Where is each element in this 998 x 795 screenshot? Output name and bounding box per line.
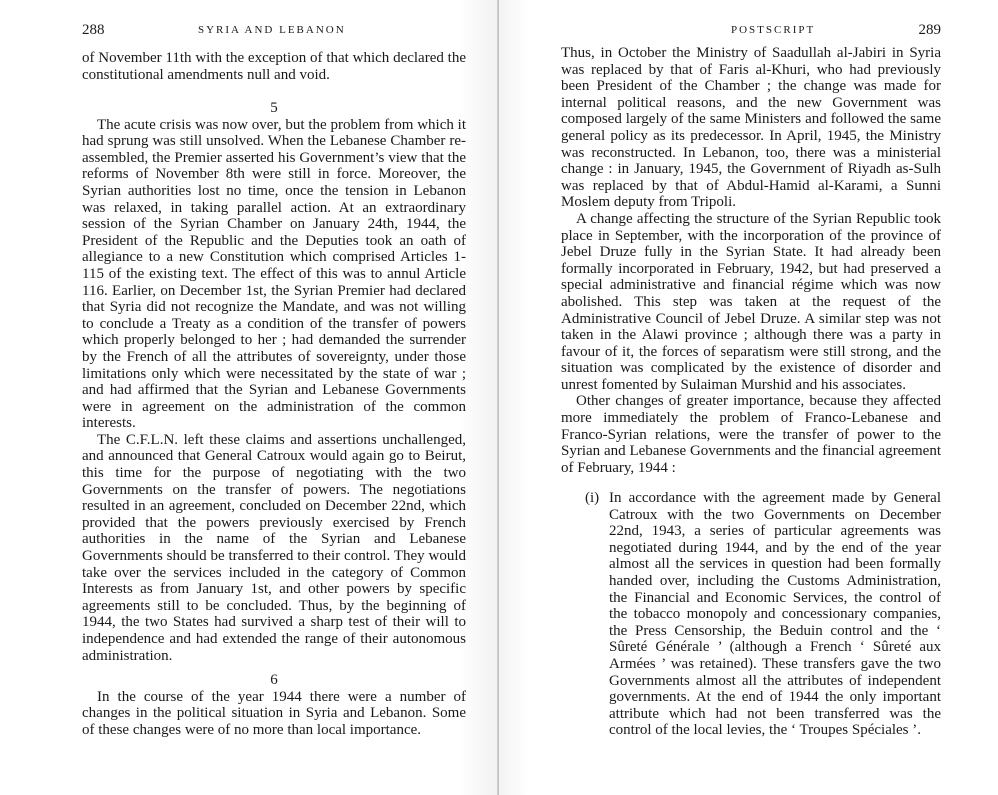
left-text-top <box>82 50 466 83</box>
right-running-head <box>561 22 941 40</box>
paragraph: In the course of the year 1944 there were a number of changes in the political situation in Syria and Lebanon. Some of these changes were of no more than local importance. <box>82 688 466 738</box>
left-running-head <box>82 22 466 40</box>
right-text <box>561 45 941 476</box>
paragraph: The C.F.L.N. left these claims and assertions unchallenged, and announced that General Catroux would again go to Beirut, this time for the purpose of negotiating with the two Governments on the transfer of powers. The negotiations resulted in an agreement, concluded on December 22nd, which provided that the powers previously exercised by French authorities in the name of the Syrian and Lebanese Governments should be transferred to their control. They would take over the services included in the category of Common Interests as from January 1st, and other powers by specific agreements still to be concluded. Thus, by the beginning of 1944, the two States had survived a sharp test of their will to independence and had extended the range of their autonomous administration. <box>82 431 466 664</box>
paragraph: The acute crisis was now over, but the problem from which it had sprung was still unsolved. When the Lebanese Chamber re-assembled, the Premier asserted his Government’s view that the reforms of November 8th were still in force. Moreover, the Syrian authorities lost no time, once the tension in Lebanon was relaxed, in taking parallel action. At an extraordinary session of the Syrian Chamber on January 24th, 1944, the President of the Republic and the Deputies took an oath of allegiance to a new Constitution which comprised Articles 1-115 of the existing text. The effect of this was to annul Article 116. Earlier, on December 1st, the Syrian Premier had declared that Syria did not recognize the Mandate, and was not willing to conclude a Treaty as a condition of the transfer of powers which properly belonged to her ; had demanded the surrender by the French of all the attributes of sovereignty, under those limitations only which were necessitated by the state of war ; and had affirmed that the Syrian and Lebanese Governments were in agreement on the administration of the common interests. <box>82 116 466 432</box>
page-number: 288 <box>82 22 105 38</box>
section-5 <box>82 100 466 664</box>
carryover-paragraph: of November 11th with the exception of that which declared the constitutional amendments null and void. <box>82 50 466 83</box>
section-number: 5 <box>270 100 278 116</box>
paragraph: Thus, in October the Ministry of Saadullah al-Jabiri in Syria was replaced by that of Faris al-Khuri, who had previously been President of the Chamber ; the change was made for internal political reasons, and the new Government was composed largely of the same Ministers and followed the same general policy as its predecessor. In April, 1945, the Ministry was reconstructed. In Lebanon, too, there was a ministerial change : in January, 1945, the Government of Riyadh as-Sulh was replaced by that of Abdul-Hamid al-Karami, a Sunni Moslem deputy from Tripoli. <box>561 45 941 211</box>
list-item <box>585 490 941 739</box>
section-number: 6 <box>270 672 278 688</box>
running-head-title: SYRIA AND LEBANON <box>198 24 346 36</box>
right-page <box>499 0 998 795</box>
page-number: 289 <box>918 22 941 38</box>
list-item-text: In accordance with the agreement made by General Catroux with the two Governments on December 22nd, 1943, a series of particular agreements was negotiated during 1944, and by the end of the year almost all the services in question had been formally handed over, including the Customs Administration, the Financial and Economic Services, the control of the tobacco monopoly and concessionary companies, the Press Censorship, the Beduin control and the ‘ Sûreté Générale ’ (although a French ‘ Sûreté aux Armées ’ was retained). These transfers gave the two Governments almost all the attributes of independent governments. At the end of 1944 the only important attribute which had not been transferred was the control of the local levies, the ‘ Troupes Spéciales ’. <box>609 490 941 739</box>
running-head-title: POSTSCRIPT <box>731 24 816 36</box>
list-marker: (i) <box>585 490 600 506</box>
paragraph: A change affecting the structure of the Syrian Republic took place in September, with the incorporation of the province of Jebel Druze fully in the Syrian State. It had already been formally incorporated in February, 1942, but had preserved a special administrative and financial régime which was now abolished. This step was taken at the request of the Administrative Council of Jebel Druze. A similar step was not taken in the Alawi province ; although there was a party in favour of it, the forces of separatism were still strong, and the situation was complicated by the existence of disorder and unrest fomented by Sulaiman Murshid and his associates. <box>561 210 941 393</box>
paragraph: Other changes of greater importance, because they affected more immediately the problem of Franco-Lebanese and Franco-Syrian relations, were the transfer of power to the Syrian and Lebanese Governments and the financial agreement of February, 1944 : <box>561 393 941 476</box>
section-6 <box>82 672 466 738</box>
